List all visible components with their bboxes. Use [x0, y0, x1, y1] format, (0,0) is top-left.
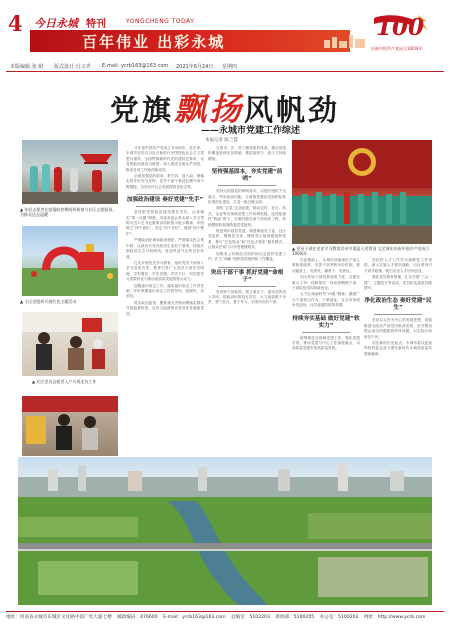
article-column-2: 完善市、乡、村三级党组织体系，推动党组织覆盖延伸至各领域，基层组织力、战斗力持续增强。 坚持强基固本，夯实党建“前哨” 坚持大抓基层的鲜明导向，以提升组织力为重点，突出政治功能，全面推进基层党组织标准化规范化建设，打造一批过硬支部。 深化“五星”支部创建，推动农村、社区、机关、企业等各领域党建工作协调发展。选优配强村“两委”班子，实施村级后备干部培养工程，持续整顿软弱涣散基层党组织。 推进城市基层党建，构建街道党工委、社区党组织、网格党支部、楼栋党小组四级组织体系，推行“红色物业”和“红色大管家”服务模式，让群众在家门口享受便捷服务。 加强非公有制经济组织和社会组织党建工作，扩大“两新”组织党的组织和工作覆盖。 突出干部干事 抓好党建“命根子” 坚持好干部标准，树立重实干、重实绩的用人导向，把政治标准放在首位，大力选拔敢于负责、勇于担当、善于作为、实绩突出的干部。 — [208, 146, 286, 305]
section-head-block-4 — [292, 313, 360, 333]
caption-photo-right: ▲ 党员干部在党史学习教育活动中重温入党誓词 文艺演出庆祝中国共产党成立100周年 — [292, 246, 430, 256]
issue-date: 2021年6月24日 — [176, 64, 214, 70]
footer-tel-1: 总编室：5102203 — [231, 615, 270, 620]
logo-caption: 庆祝中国共产党成立100周年 — [371, 46, 423, 51]
headline-part-1: 党旗 — [109, 93, 174, 127]
section-head-block-3 — [208, 267, 286, 287]
masthead — [0, 0, 450, 58]
masthead-divider — [6, 71, 444, 72]
footer — [6, 614, 444, 620]
paper-name: 今日永城 — [34, 17, 78, 30]
photo-volunteers — [22, 140, 118, 204]
section-head-4: 持续夯实基础 做好党建“软实力” — [292, 315, 360, 329]
section-head-block-2 — [208, 166, 286, 186]
headline — [60, 84, 390, 128]
paper-name-english: YONGCHENG TODAY — [126, 18, 195, 25]
photo-oath-ceremony — [292, 140, 432, 244]
article-column-4: 坚持把人才工作作为战略性工作来抓，深入实施人才强市战略，出台系列引才育才政策，吸引各类人才回乡创业。 强化党员教育管理，扎实开展“三会一课”、主题党日等活动，党员队伍素质持续提升。 净化政治生态 奏好党建“民生” 坚持以人民为中心的发展思想，持续推进全面从严治党向纵深发展，坚决整治群众身边的腐败和作风问题，以实际行动取信于民。 站在新的历史起点，永城市将以更加昂扬的姿态奋力谱写新时代永城高质量发展新篇章。 — [364, 258, 432, 356]
info-bar — [6, 60, 444, 71]
issue-weekday: 星期四 — [222, 64, 238, 70]
article-column-3: 在此基础上，永城市持续深化干部人事制度改革，完善干部考核评价机制，推动能者上、优者奖、庸者下、劣者汰。 加大年轻干部培养选拔力度，注重在重大斗争一线和基层一线培养锻炼干部，干部队伍结构持续优化。 大力弘扬新时代“四敢”精神，激励广大干部担当作为、干事创业，在全市形成争先创优、比学赶超的浓厚氛围。 持续夯实基础 做好党建“软实力” 统筹推进各领域党建工作，强化党建引领，推动党建与中心工作深度融合，以高质量党建引领高质量发展。 — [292, 258, 360, 351]
headline-accent: 飘扬 — [173, 90, 244, 128]
photo-home-visit — [22, 312, 118, 376]
editor-credit: 本版编辑 张 珺 — [10, 64, 44, 70]
article-column-1: 今年是中国共产党成立100周年。近年来，永城市坚持以习近平新时代中国特色社会主义思想为指导，全面贯彻新时代党的建设总要求，以党的政治建设为统领，深入推进全面从严治党，推动各项工作取得新成效。 全面加强党的领导，把方向、管大局、保落实的作用充分发挥，党员干部干事创业精气神不断提振，全市经济社会发展保持良好态势。 加强政治建设 奏好党建“先手” 坚持把党的政治建设摆在首位，认真落实“第一议题”制度，市委常委会带头深入学习贯彻习近平总书记重要讲话和指示批示精神，牢固树立“四个意识”、坚定“四个自信”、做到“两个维护”。 严明政治纪律和政治规矩，严格落实民主集中制，认真执行党内政治生活若干准则，持续开展政治生态分析研判，营造风清气正的良好环境。 扎实开展党史学习教育，组织党员干部深入学习党的历史，教育引导广大党员干部学史明理、学史增信、学史崇德、学史力行，切实把学习成果转化为推动高质量发展的强大动力。 加强意识形态工作，落实意识形态工作责任制，牢牢掌握意识形态工作领导权、管理权、话语权。 抓实政治监督，聚焦重大决策部署落实情况开展监督检查，以有力监督推动各项任务落地见效。 — [126, 146, 204, 316]
section-head-3: 突出干部干事 抓好党建“命根子” — [210, 269, 284, 283]
footer-divider — [6, 611, 444, 612]
design-credit: 版式设计 冯文青 — [54, 64, 91, 70]
caption-photo2: ▲ 小区党组织开展红色主题活动 — [20, 299, 77, 304]
caption-photo3: ▲ 社区党员志愿者入户开展走访工作 — [32, 379, 97, 384]
photo-flower-arch — [22, 226, 118, 296]
band-title: 百年伟业 出彩永城 — [82, 33, 226, 51]
footer-postcode: 邮政编码：476600 — [117, 615, 158, 620]
photo-service-station — [22, 396, 118, 456]
section-head-2: 坚持强基固本，夯实党建“前哨” — [211, 169, 283, 183]
footer-tel-3: 办公室：5100202 — [319, 615, 359, 620]
section-head-block-5 — [364, 295, 432, 315]
footer-tel-2: 新闻部：5100205 — [275, 615, 315, 620]
caption-photo1: ▲ 年轻志愿者在疫情防控期间积极参与社区志愿服务，为群众送去温暖 — [20, 207, 117, 217]
section-label: 特刊 — [86, 19, 106, 30]
footer-address: 地址：河南省永城市东城区文化路中段广电大厦七楼 — [6, 615, 112, 620]
logo-number: 100 — [376, 14, 425, 41]
footer-email: E-mail：ycrb163@163.com — [163, 615, 226, 620]
section-head-1: 加强政治建设 奏好党建“先手” — [126, 197, 204, 204]
byline: 本报记者 陈兰慧 — [205, 138, 238, 143]
subtitle: ——永城市党建工作综述 — [200, 126, 300, 136]
headline-part-2: 风帆劲 — [244, 93, 341, 127]
building-silhouette-icon — [322, 34, 368, 48]
page-number: 4 — [8, 11, 23, 36]
section-head-5: 净化政治生态 奏好党建“民生” — [364, 298, 432, 312]
editor-email: E-mail: ycrb163@163.com — [102, 63, 169, 69]
photo-aerial-city — [18, 457, 432, 605]
section-head-block-1 — [126, 194, 204, 207]
footer-website: 网址：http://www.ycrb.com — [363, 615, 426, 620]
